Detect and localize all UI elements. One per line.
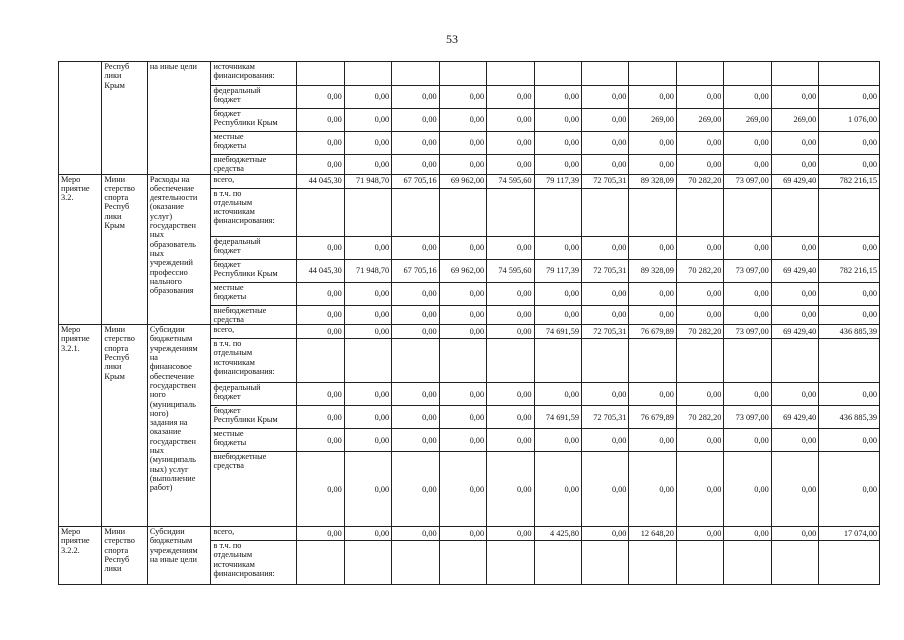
amount-cell-y2023: [724, 339, 771, 383]
amount-cell-y2017: [439, 339, 486, 383]
amount-cell-y2018: 0,00: [487, 325, 534, 339]
amount-cell-y2020: 0,00: [582, 282, 629, 305]
amount-cell-y2024: 0,00: [771, 236, 818, 259]
amount-cell-y2022: [676, 62, 723, 86]
amount-cell-total: [819, 541, 880, 585]
amount-cell-y2019: [534, 541, 581, 585]
event-name-cell: на иные цели: [147, 62, 211, 175]
amount-cell-y2018: 0,00: [487, 282, 534, 305]
amount-cell-total: 0,00: [819, 452, 880, 527]
amount-cell-y2022: [676, 188, 723, 236]
funding-source-cell: в т.ч. по отдельным источникам финансирования:: [211, 339, 297, 383]
amount-cell-y2016: 0,00: [392, 429, 439, 452]
amount-cell-y2016: 0,00: [392, 452, 439, 527]
amount-cell-y2018: 0,00: [487, 132, 534, 155]
amount-cell-y2024: 69 429,40: [771, 259, 818, 282]
amount-cell-y2018: [487, 541, 534, 585]
amount-cell-y2014: 0,00: [297, 429, 344, 452]
amount-cell-y2022: 0,00: [676, 282, 723, 305]
amount-cell-y2020: 0,00: [582, 383, 629, 406]
amount-cell-y2017: 0,00: [439, 86, 486, 109]
amount-cell-y2015: 0,00: [344, 383, 391, 406]
event-executor-cell: Мини стерство спорта Респуб лики: [102, 527, 147, 585]
amount-cell-y2023: [724, 541, 771, 585]
amount-cell-y2020: 0,00: [582, 109, 629, 132]
table-body: [59, 62, 880, 585]
amount-cell-y2018: 0,00: [487, 109, 534, 132]
amount-cell-y2021: 0,00: [629, 305, 676, 325]
amount-cell-y2015: 0,00: [344, 452, 391, 527]
amount-cell-y2016: [392, 62, 439, 86]
amount-cell-y2024: 69 429,40: [771, 174, 818, 188]
amount-cell-y2015: 0,00: [344, 305, 391, 325]
amount-cell-y2016: 0,00: [392, 109, 439, 132]
amount-cell-y2017: [439, 541, 486, 585]
amount-cell-total: 436 885,39: [819, 325, 880, 339]
amount-cell-y2015: 0,00: [344, 236, 391, 259]
funding-source-cell: источникам финансирования:: [211, 62, 297, 86]
amount-cell-y2018: 0,00: [487, 527, 534, 541]
amount-cell-y2022: 0,00: [676, 155, 723, 175]
amount-cell-y2017: 0,00: [439, 527, 486, 541]
amount-cell-y2018: [487, 339, 534, 383]
amount-cell-y2014: [297, 62, 344, 86]
amount-cell-y2014: 0,00: [297, 109, 344, 132]
amount-cell-y2024: [771, 541, 818, 585]
amount-cell-y2020: 0,00: [582, 155, 629, 175]
amount-cell-total: 782 216,15: [819, 174, 880, 188]
amount-cell-y2022: 0,00: [676, 236, 723, 259]
amount-cell-y2023: 0,00: [724, 383, 771, 406]
amount-cell-total: 0,00: [819, 383, 880, 406]
amount-cell-y2016: [392, 188, 439, 236]
amount-cell-y2023: 0,00: [724, 305, 771, 325]
amount-cell-y2017: 69 962,00: [439, 174, 486, 188]
amount-cell-y2024: 0,00: [771, 282, 818, 305]
funding-source-cell: бюджет Республики Крым: [211, 406, 297, 429]
amount-cell-total: 0,00: [819, 86, 880, 109]
amount-cell-y2015: 0,00: [344, 155, 391, 175]
amount-cell-y2021: 76 679,89: [629, 325, 676, 339]
event-executor-cell: Мини стерство спорта Респуб лики Крым: [102, 174, 147, 325]
amount-cell-y2019: 74 691,59: [534, 325, 581, 339]
amount-cell-y2021: 0,00: [629, 236, 676, 259]
funding-source-cell: местные бюджеты: [211, 132, 297, 155]
amount-cell-y2018: 0,00: [487, 452, 534, 527]
amount-cell-total: 0,00: [819, 155, 880, 175]
amount-cell-y2020: [582, 541, 629, 585]
amount-cell-y2018: 0,00: [487, 155, 534, 175]
amount-cell-y2020: 72 705,31: [582, 174, 629, 188]
amount-cell-y2024: 0,00: [771, 452, 818, 527]
amount-cell-total: 782 216,15: [819, 259, 880, 282]
amount-cell-y2018: 74 595,60: [487, 259, 534, 282]
amount-cell-y2015: 0,00: [344, 325, 391, 339]
amount-cell-y2024: 0,00: [771, 132, 818, 155]
amount-cell-y2015: 0,00: [344, 86, 391, 109]
amount-cell-y2019: 0,00: [534, 305, 581, 325]
amount-cell-y2018: [487, 62, 534, 86]
amount-cell-y2016: 67 705,16: [392, 174, 439, 188]
amount-cell-y2023: 0,00: [724, 236, 771, 259]
amount-cell-y2016: 0,00: [392, 282, 439, 305]
funding-source-cell: внебюджетные средства: [211, 155, 297, 175]
event-name-cell: Расходы на обеспечение деятельности (оказание услуг) государствен ных образователь ных учреждений профессио нального образования: [147, 174, 211, 325]
amount-cell-y2019: 0,00: [534, 452, 581, 527]
amount-cell-total: 436 885,39: [819, 406, 880, 429]
amount-cell-y2016: 0,00: [392, 305, 439, 325]
amount-cell-y2022: 0,00: [676, 527, 723, 541]
amount-cell-y2024: 69 429,40: [771, 406, 818, 429]
funding-source-cell: федеральный бюджет: [211, 86, 297, 109]
event-name-cell: Субсидии бюджетным учреждениям на иные цели: [147, 527, 211, 585]
amount-cell-y2020: [582, 62, 629, 86]
amount-cell-y2023: 269,00: [724, 109, 771, 132]
amount-cell-y2019: 0,00: [534, 155, 581, 175]
amount-cell-y2014: 44 045,30: [297, 174, 344, 188]
amount-cell-y2023: 73 097,00: [724, 406, 771, 429]
amount-cell-y2014: 0,00: [297, 305, 344, 325]
amount-cell-y2014: [297, 339, 344, 383]
funding-source-cell: бюджет Республики Крым: [211, 259, 297, 282]
amount-cell-y2015: 0,00: [344, 109, 391, 132]
amount-cell-y2022: 70 282,20: [676, 406, 723, 429]
amount-cell-y2017: 69 962,00: [439, 259, 486, 282]
amount-cell-y2024: 0,00: [771, 383, 818, 406]
amount-cell-y2019: 0,00: [534, 109, 581, 132]
amount-cell-y2020: 0,00: [582, 452, 629, 527]
amount-cell-y2014: 0,00: [297, 383, 344, 406]
amount-cell-y2021: 269,00: [629, 109, 676, 132]
amount-cell-y2020: 0,00: [582, 86, 629, 109]
amount-cell-y2020: [582, 339, 629, 383]
amount-cell-y2021: 76 679,89: [629, 406, 676, 429]
amount-cell-y2023: [724, 188, 771, 236]
amount-cell-y2023: 0,00: [724, 429, 771, 452]
amount-cell-y2016: 67 705,16: [392, 259, 439, 282]
amount-cell-y2020: 72 705,31: [582, 325, 629, 339]
amount-cell-y2022: 0,00: [676, 305, 723, 325]
amount-cell-y2014: [297, 541, 344, 585]
amount-cell-y2022: 70 282,20: [676, 174, 723, 188]
amount-cell-y2018: 0,00: [487, 305, 534, 325]
amount-cell-y2019: [534, 62, 581, 86]
amount-cell-y2014: 0,00: [297, 86, 344, 109]
amount-cell-y2015: [344, 188, 391, 236]
amount-cell-y2019: 0,00: [534, 282, 581, 305]
amount-cell-y2024: 0,00: [771, 305, 818, 325]
amount-cell-total: 0,00: [819, 132, 880, 155]
amount-cell-y2018: 0,00: [487, 429, 534, 452]
amount-cell-y2023: 0,00: [724, 132, 771, 155]
funding-source-cell: внебюджетные средства: [211, 305, 297, 325]
amount-cell-y2017: 0,00: [439, 325, 486, 339]
amount-cell-y2021: [629, 541, 676, 585]
funding-source-cell: внебюджетные средства: [211, 452, 297, 527]
amount-cell-y2020: 0,00: [582, 236, 629, 259]
amount-cell-y2018: 0,00: [487, 86, 534, 109]
amount-cell-y2014: 0,00: [297, 452, 344, 527]
amount-cell-y2016: 0,00: [392, 236, 439, 259]
amount-cell-y2015: 0,00: [344, 282, 391, 305]
amount-cell-y2024: 0,00: [771, 429, 818, 452]
amount-cell-y2014: 0,00: [297, 132, 344, 155]
event-status-cell: Меро приятие 3.2.2.: [59, 527, 102, 585]
amount-cell-y2024: [771, 339, 818, 383]
amount-cell-y2019: 0,00: [534, 86, 581, 109]
amount-cell-y2015: 0,00: [344, 429, 391, 452]
amount-cell-total: [819, 62, 880, 86]
amount-cell-y2021: 0,00: [629, 155, 676, 175]
funding-source-cell: в т.ч. по отдельным источникам финансирования:: [211, 541, 297, 585]
amount-cell-y2016: 0,00: [392, 406, 439, 429]
funding-source-cell: федеральный бюджет: [211, 383, 297, 406]
funding-source-cell: бюджет Республики Крым: [211, 109, 297, 132]
amount-cell-y2019: 74 691,59: [534, 406, 581, 429]
amount-cell-y2024: 0,00: [771, 155, 818, 175]
amount-cell-y2020: 0,00: [582, 132, 629, 155]
amount-cell-y2014: 0,00: [297, 527, 344, 541]
amount-cell-y2015: 0,00: [344, 527, 391, 541]
amount-cell-y2017: 0,00: [439, 452, 486, 527]
amount-cell-y2023: 0,00: [724, 282, 771, 305]
funding-source-cell: местные бюджеты: [211, 282, 297, 305]
amount-cell-y2016: 0,00: [392, 527, 439, 541]
amount-cell-y2022: [676, 541, 723, 585]
funding-source-cell: в т.ч. по отдельным источникам финансирования:: [211, 188, 297, 236]
amount-cell-y2018: 74 595,60: [487, 174, 534, 188]
funding-source-cell: всего,: [211, 325, 297, 339]
amount-cell-y2015: [344, 62, 391, 86]
table-row: [59, 174, 880, 188]
amount-cell-total: 0,00: [819, 305, 880, 325]
event-status-cell: [59, 62, 102, 175]
amount-cell-y2017: 0,00: [439, 383, 486, 406]
table-row: [59, 325, 880, 339]
budget-table: [58, 61, 880, 585]
amount-cell-y2024: 0,00: [771, 86, 818, 109]
amount-cell-y2017: 0,00: [439, 305, 486, 325]
amount-cell-y2022: 0,00: [676, 132, 723, 155]
amount-cell-y2024: 269,00: [771, 109, 818, 132]
amount-cell-y2017: [439, 188, 486, 236]
amount-cell-y2023: 73 097,00: [724, 325, 771, 339]
amount-cell-y2014: [297, 188, 344, 236]
amount-cell-y2021: 0,00: [629, 383, 676, 406]
amount-cell-y2015: 71 948,70: [344, 259, 391, 282]
table-row: [59, 62, 880, 86]
amount-cell-y2023: [724, 62, 771, 86]
event-status-cell: Меро приятие 3.2.1.: [59, 325, 102, 527]
amount-cell-y2017: 0,00: [439, 236, 486, 259]
amount-cell-total: [819, 339, 880, 383]
amount-cell-y2019: 0,00: [534, 236, 581, 259]
funding-source-cell: местные бюджеты: [211, 429, 297, 452]
funding-source-cell: федеральный бюджет: [211, 236, 297, 259]
amount-cell-y2020: 72 705,31: [582, 259, 629, 282]
amount-cell-y2015: 0,00: [344, 406, 391, 429]
amount-cell-y2014: 0,00: [297, 155, 344, 175]
amount-cell-y2016: [392, 339, 439, 383]
event-name-cell: Субсидии бюджетным учреждениям на финансовое обеспечение государствен ного (муниципаль ного) задания на оказание государствен ных (муниципаль ных) услуг (выполнение работ): [147, 325, 211, 527]
amount-cell-y2022: 0,00: [676, 429, 723, 452]
amount-cell-y2023: 0,00: [724, 527, 771, 541]
amount-cell-y2014: 0,00: [297, 282, 344, 305]
amount-cell-total: 1 076,00: [819, 109, 880, 132]
amount-cell-y2016: 0,00: [392, 325, 439, 339]
amount-cell-y2023: 0,00: [724, 86, 771, 109]
amount-cell-y2024: [771, 62, 818, 86]
amount-cell-y2022: 70 282,20: [676, 325, 723, 339]
amount-cell-y2022: 0,00: [676, 452, 723, 527]
event-executor-cell: Мини стерство спорта Респуб лики Крым: [102, 325, 147, 527]
amount-cell-y2021: 0,00: [629, 132, 676, 155]
amount-cell-y2016: 0,00: [392, 132, 439, 155]
amount-cell-y2017: 0,00: [439, 109, 486, 132]
amount-cell-y2021: 0,00: [629, 86, 676, 109]
funding-source-cell: всего,: [211, 527, 297, 541]
amount-cell-y2018: 0,00: [487, 406, 534, 429]
amount-cell-y2016: 0,00: [392, 86, 439, 109]
amount-cell-total: [819, 188, 880, 236]
amount-cell-y2015: [344, 339, 391, 383]
amount-cell-y2020: 0,00: [582, 305, 629, 325]
amount-cell-total: 0,00: [819, 282, 880, 305]
amount-cell-y2021: 0,00: [629, 282, 676, 305]
amount-cell-y2021: [629, 62, 676, 86]
amount-cell-y2021: 89 328,09: [629, 174, 676, 188]
amount-cell-y2016: 0,00: [392, 383, 439, 406]
amount-cell-y2019: [534, 339, 581, 383]
amount-cell-y2020: 72 705,31: [582, 406, 629, 429]
event-executor-cell: Респуб лики Крым: [102, 62, 147, 175]
amount-cell-total: 0,00: [819, 429, 880, 452]
amount-cell-y2014: 0,00: [297, 325, 344, 339]
amount-cell-y2015: [344, 541, 391, 585]
amount-cell-y2018: 0,00: [487, 383, 534, 406]
amount-cell-y2024: 69 429,40: [771, 325, 818, 339]
amount-cell-y2017: 0,00: [439, 155, 486, 175]
amount-cell-y2020: 0,00: [582, 429, 629, 452]
amount-cell-y2016: [392, 541, 439, 585]
amount-cell-y2019: 79 117,39: [534, 174, 581, 188]
amount-cell-y2022: 0,00: [676, 383, 723, 406]
funding-source-cell: всего,: [211, 174, 297, 188]
amount-cell-y2017: 0,00: [439, 132, 486, 155]
event-status-cell: Меро приятие 3.2.: [59, 174, 102, 325]
amount-cell-y2019: 79 117,39: [534, 259, 581, 282]
amount-cell-y2023: 73 097,00: [724, 174, 771, 188]
amount-cell-y2021: 0,00: [629, 452, 676, 527]
amount-cell-total: 0,00: [819, 236, 880, 259]
amount-cell-y2017: 0,00: [439, 429, 486, 452]
amount-cell-y2021: 89 328,09: [629, 259, 676, 282]
amount-cell-y2021: 12 648,20: [629, 527, 676, 541]
amount-cell-y2021: 0,00: [629, 429, 676, 452]
amount-cell-y2023: 0,00: [724, 452, 771, 527]
table-row: [59, 527, 880, 541]
amount-cell-y2023: 0,00: [724, 155, 771, 175]
amount-cell-y2020: 0,00: [582, 527, 629, 541]
amount-cell-y2022: 70 282,20: [676, 259, 723, 282]
amount-cell-y2014: 44 045,30: [297, 259, 344, 282]
amount-cell-y2024: 0,00: [771, 527, 818, 541]
amount-cell-y2018: 0,00: [487, 236, 534, 259]
amount-cell-y2014: 0,00: [297, 236, 344, 259]
amount-cell-y2019: 0,00: [534, 383, 581, 406]
amount-cell-y2020: [582, 188, 629, 236]
amount-cell-y2022: [676, 339, 723, 383]
amount-cell-y2014: 0,00: [297, 406, 344, 429]
amount-cell-y2017: [439, 62, 486, 86]
page-number: 53: [446, 32, 458, 46]
amount-cell-y2019: 4 425,80: [534, 527, 581, 541]
amount-cell-y2016: 0,00: [392, 155, 439, 175]
amount-cell-y2024: [771, 188, 818, 236]
amount-cell-y2022: 0,00: [676, 86, 723, 109]
amount-cell-y2017: 0,00: [439, 406, 486, 429]
amount-cell-y2021: [629, 188, 676, 236]
amount-cell-y2021: [629, 339, 676, 383]
amount-cell-y2015: 71 948,70: [344, 174, 391, 188]
amount-cell-y2019: 0,00: [534, 429, 581, 452]
amount-cell-y2022: 269,00: [676, 109, 723, 132]
amount-cell-y2017: 0,00: [439, 282, 486, 305]
amount-cell-y2018: [487, 188, 534, 236]
amount-cell-y2019: [534, 188, 581, 236]
amount-cell-y2015: 0,00: [344, 132, 391, 155]
amount-cell-y2023: 73 097,00: [724, 259, 771, 282]
amount-cell-y2019: 0,00: [534, 132, 581, 155]
amount-cell-total: 17 074,00: [819, 527, 880, 541]
